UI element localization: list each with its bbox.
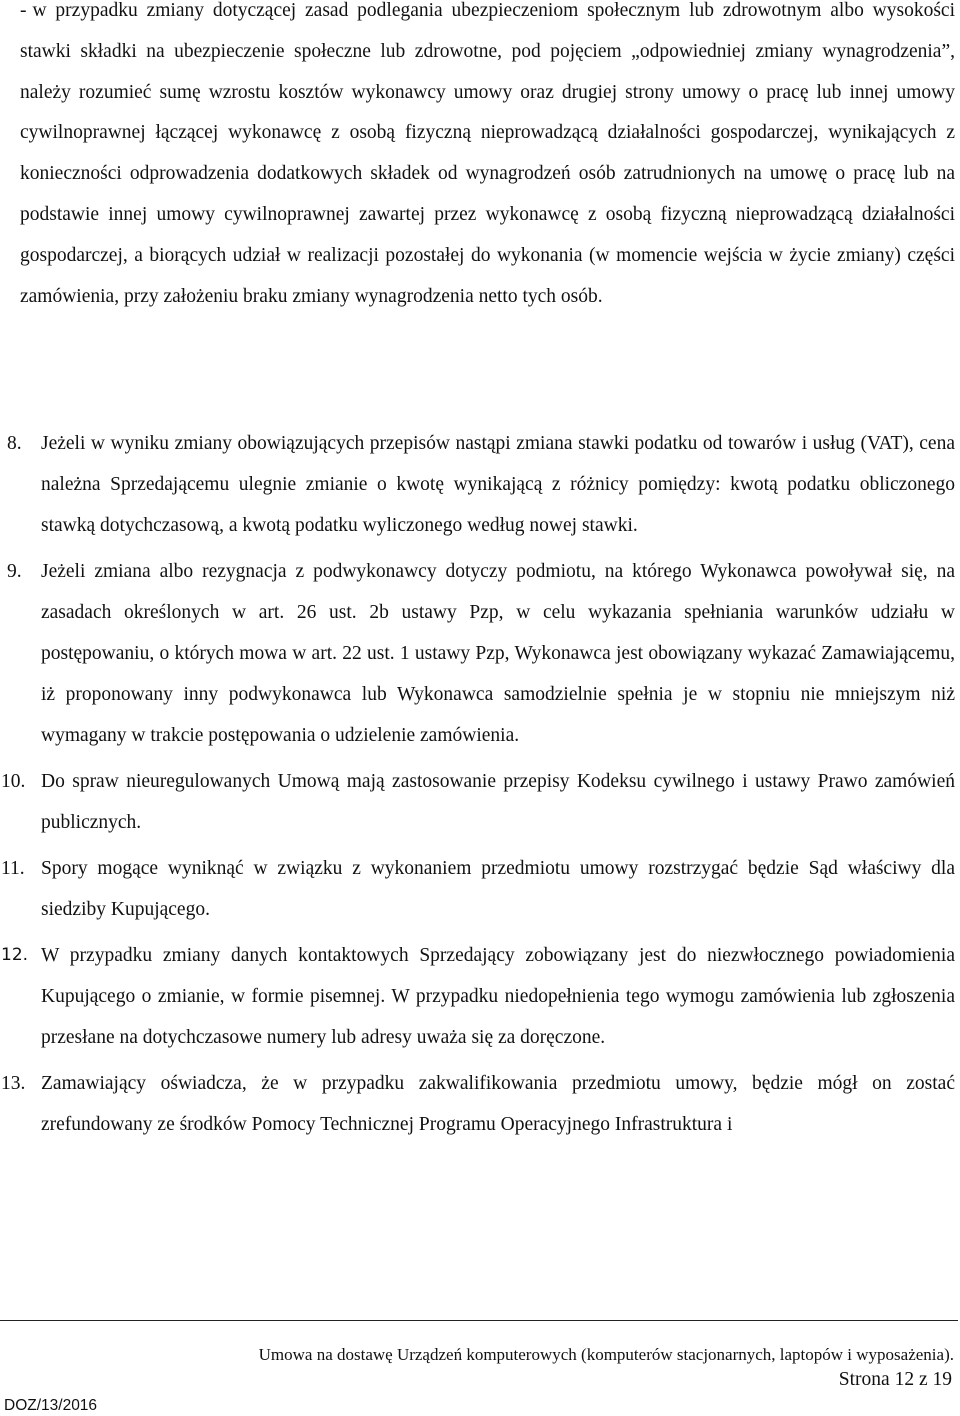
footer-page-number: Strona 12 z 19 (838, 1369, 952, 1390)
item-number: 10. (1, 771, 26, 792)
item-number: 9. (7, 561, 22, 582)
list-item-9 (0, 551, 955, 756)
item-number: 8. (7, 433, 22, 454)
item-text: Do spraw nieuregulowanych Umową mają zastosowanie przepisy Kodeksu cywilnego i ustawy Prawo zamówień publicznych. (41, 771, 955, 833)
list-item-13 (0, 1063, 955, 1145)
item-text: Zamawiający oświadcza, że w przypadku zakwalifikowania przedmiotu umowy, będzie mógł on zostać zrefundowany ze środków Pomocy Technicznej Programu Operacyjnego Infrastruktura i (41, 1073, 955, 1135)
footer-document-code: DOZ/13/2016 (4, 1397, 98, 1414)
dash-paragraph-text: w przypadku zmiany dotyczącej zasad podlegania ubezpieczeniom społecznym lub zdrowotnym albo wysokości stawki składki na ubezpieczenie społeczne lub zdrowotne, pod pojęciem „odpowiedniej zmiany wynagrodzenia”, należy rozumieć sumę wzrostu kosztów wykonawcy umowy oraz drugiej strony umowy o pracę lub innej umowy cywilnoprawnej łączącej wykonawcę z osobą fizyczną nieprowadzącą działalności gospodarczej, wynikających z konieczności odprowadzenia dodatkowych składek od wynagrodzeń osób zatrudnionych na umowę o pracę lub na podstawie innej umowy cywilnoprawnej zawartej przez wykonawcę z osobą fizyczną nieprowadzącą działalności gospodarczej, a biorących udział w realizacji pozostałej do wykonania (w momencie wejścia w życie zmiany) części zamówienia, przy założeniu braku zmiany wynagrodzenia netto tych osób. (20, 0, 955, 307)
footer-document-title: Umowa na dostawę Urządzeń komputerowych (komputerów stacjonarnych, laptopów i wyposażenia). (258, 1345, 954, 1364)
list-item-11 (0, 848, 955, 930)
item-text: W przypadku zmiany danych kontaktowych Sprzedający zobowiązany jest do niezwłocznego powiadomienia Kupującego o zmianie, w formie pisemnej. W przypadku niedopełnienia tego wymogu zamówienia lub zgłoszenia przesłane na dotychczasowe numery lub adresy uważa się za doręczone. (41, 945, 955, 1048)
list-item-10 (0, 761, 955, 843)
dash-marker: - (20, 0, 27, 21)
list-item-8 (0, 423, 955, 546)
footer-divider (0, 1320, 958, 1321)
dash-paragraph (20, 0, 955, 317)
item-text: Spory mogące wyniknąć w związku z wykonaniem przedmiotu umowy rozstrzygać będzie Sąd właściwy dla siedziby Kupującego. (41, 858, 955, 920)
item-number: 11. (1, 858, 25, 879)
item-text: Jeżeli zmiana albo rezygnacja z podwykonawcy dotyczy podmiotu, na którego Wykonawca powoływał się, na zasadach określonych w art. 26 ust. 2b ustawy Pzp, w celu wykazania spełniania warunków udziału w postępowaniu, o których mowa w art. 22 ust. 1 ustawy Pzp, Wykonawca jest obowiązany wykazać Zamawiającemu, iż proponowany inny podwykonawca lub Wykonawca samodzielnie spełnia je w stopniu nie mniejszym niż wymagany w trakcie postępowania o udzielenie zamówienia. (41, 561, 955, 746)
item-number: 13. (1, 1073, 26, 1094)
item-text: Jeżeli w wyniku zmiany obowiązujących przepisów nastąpi zmiana stawki podatku od towarów i usług (VAT), cena należna Sprzedającemu ulegnie zmianie o kwotę wynikającą z różnicy pomiędzy: kwotą podatku obliczonego stawką dotychczasową, a kwotą podatku wyliczonego według nowej stawki. (41, 433, 955, 536)
item-number: 12. (1, 945, 29, 965)
list-item-12 (0, 935, 955, 1058)
numbered-list (0, 423, 955, 1150)
